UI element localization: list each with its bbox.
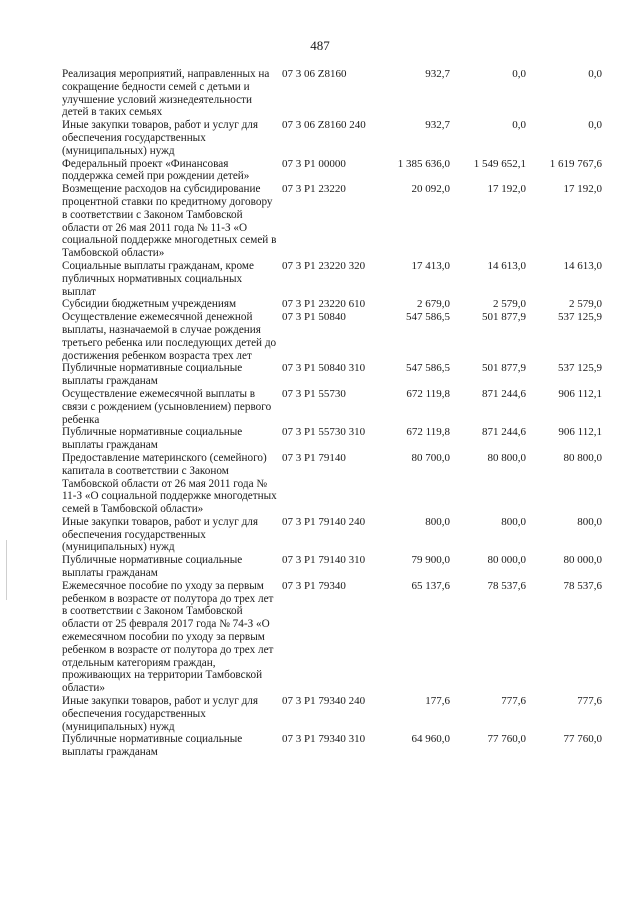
- row-value-1: 1 385 636,0: [397, 157, 450, 170]
- row-value-1: 80 700,0: [411, 451, 450, 464]
- row-value-2: 501 877,9: [482, 311, 526, 324]
- row-name: Реализация мероприятий, направленных на сокращение бедности семей с детьми и улучшение условий жизнедеятельности детей в таких семьях: [62, 68, 270, 119]
- table-row: [62, 311, 602, 362]
- table-row: [62, 516, 602, 554]
- row-value-2: 871 244,6: [482, 426, 526, 439]
- row-value-1: 64 960,0: [411, 733, 450, 746]
- row-code: 07 3 06 Z8160: [282, 68, 347, 80]
- row-name: Публичные нормативные социальные выплаты гражданам: [62, 733, 243, 759]
- row-value-2: 0,0: [512, 119, 526, 132]
- row-value-2: 800,0: [501, 515, 526, 528]
- row-name: Федеральный проект «Финансовая поддержка семей при рождении детей»: [62, 157, 250, 183]
- row-code: 07 3 P1 79340 310: [282, 733, 366, 746]
- row-name: Иные закупки товаров, работ и услуг для обеспечения государственных (муниципальных) нужд: [62, 695, 259, 733]
- row-code: 07 3 P1 23220 320: [282, 259, 366, 272]
- row-name: Ежемесячное пособие по уходу за первым ребенком в возрасте от полутора до трех лет в соответствии с Законом Тамбовской области от 25 февраля 2017 года № 74-З «О ежемесячном пособии по уходу за первым ребенком в возрасте от полутора до трех лет отдельным категориям граждан, проживающих на территории Тамбовской области»: [62, 579, 274, 695]
- row-value-3: 80 800,0: [563, 451, 602, 464]
- scan-margin-mark: [6, 540, 7, 600]
- row-value-3: 1 619 767,6: [549, 157, 602, 170]
- row-value-2: 1 549 652,1: [473, 157, 526, 170]
- row-value-2: 77 760,0: [487, 733, 526, 746]
- row-name: Осуществление ежемесячной денежной выплаты, назначаемой в случае рождения третьего ребенка или последующих детей до достижения ребенком возраста трех лет: [62, 311, 277, 362]
- row-value-2: 2 579,0: [493, 298, 526, 311]
- row-code: 07 3 P1 55730: [282, 387, 346, 400]
- row-value-1: 672 119,8: [406, 387, 450, 400]
- row-value-3: 0,0: [588, 68, 602, 80]
- row-value-1: 547 586,5: [406, 362, 450, 375]
- row-code: 07 3 06 Z8160 240: [282, 119, 366, 132]
- row-value-1: 79 900,0: [411, 554, 450, 567]
- row-value-1: 20 092,0: [411, 183, 450, 196]
- table-row: [62, 298, 602, 311]
- row-value-3: 906 112,1: [558, 387, 602, 400]
- row-value-1: 932,7: [425, 119, 450, 132]
- row-name: Иные закупки товаров, работ и услуг для обеспечения государственных (муниципальных) нужд: [62, 515, 259, 554]
- row-name: Публичные нормативные социальные выплаты гражданам: [62, 554, 243, 580]
- row-value-3: 80 000,0: [563, 554, 602, 567]
- row-value-1: 672 119,8: [406, 426, 450, 439]
- row-code: 07 3 P1 79140: [282, 451, 346, 464]
- table-row: [62, 580, 602, 695]
- row-code: 07 3 P1 79340 240: [282, 695, 366, 708]
- row-name: Субсидии бюджетным учреждениям: [62, 298, 237, 311]
- row-value-2: 0,0: [512, 68, 526, 80]
- row-value-3: 537 125,9: [558, 311, 602, 324]
- table-row: [62, 362, 602, 388]
- table-row: [62, 119, 602, 157]
- row-value-1: 547 586,5: [406, 311, 450, 324]
- budget-table: [62, 68, 602, 759]
- table-row: [62, 695, 602, 733]
- row-value-2: 78 537,6: [487, 579, 526, 592]
- row-code: 07 3 P1 55730 310: [282, 426, 366, 439]
- row-value-2: 80 000,0: [487, 554, 526, 567]
- row-code: 07 3 P1 23220 610: [282, 298, 366, 311]
- row-value-1: 65 137,6: [411, 579, 450, 592]
- row-value-3: 14 613,0: [563, 259, 602, 272]
- row-value-1: 17 413,0: [411, 259, 450, 272]
- table-row: [62, 452, 602, 516]
- row-value-2: 501 877,9: [482, 362, 526, 375]
- row-code: 07 3 P1 79140 240: [282, 515, 366, 528]
- row-value-3: 906 112,1: [558, 426, 602, 439]
- row-code: 07 3 P1 23220: [282, 183, 346, 196]
- row-name: Возмещение расходов на субсидирование процентной ставки по кредитному договору в соответствии с Законом Тамбовской области от 26 мая 2011 года № 11-З «О социальной поддержке многодетных семей в Тамбовской области»: [62, 183, 277, 260]
- row-value-3: 800,0: [577, 515, 602, 528]
- table-row: [62, 733, 602, 759]
- row-value-2: 777,6: [501, 695, 526, 708]
- row-value-1: 932,7: [425, 68, 450, 80]
- row-name: Иные закупки товаров, работ и услуг для обеспечения государственных (муниципальных) нужд: [62, 119, 259, 157]
- page-number: 487: [310, 38, 330, 53]
- row-name: Предоставление материнского (семейного) капитала в соответствии с Законом Тамбовской области от 26 мая 2011 года № 11-З «О социальной поддержке многодетных семей в Тамбовской области»: [62, 451, 277, 516]
- row-value-3: 2 579,0: [569, 298, 602, 311]
- row-code: 07 3 P1 50840: [282, 311, 346, 324]
- table-row: [62, 183, 602, 260]
- row-value-3: 777,6: [577, 695, 602, 708]
- table-row: [62, 260, 602, 298]
- row-value-2: 80 800,0: [487, 451, 526, 464]
- row-code: 07 3 P1 50840 310: [282, 362, 366, 375]
- table-row: [62, 426, 602, 452]
- row-value-2: 871 244,6: [482, 387, 526, 400]
- row-code: 07 3 P1 00000: [282, 157, 346, 170]
- row-name: Публичные нормативные социальные выплаты гражданам: [62, 426, 243, 452]
- row-value-3: 77 760,0: [563, 733, 602, 746]
- row-code: 07 3 P1 79340: [282, 579, 346, 592]
- row-code: 07 3 P1 79140 310: [282, 554, 366, 567]
- row-name: Социальные выплаты гражданам, кроме публичных нормативных социальных выплат: [62, 259, 254, 298]
- table-row: [62, 388, 602, 426]
- row-value-2: 17 192,0: [487, 183, 526, 196]
- row-value-1: 177,6: [425, 695, 450, 708]
- row-name: Публичные нормативные социальные выплаты гражданам: [62, 362, 243, 388]
- row-value-3: 0,0: [588, 119, 602, 132]
- table-row: [62, 554, 602, 580]
- table-row: [62, 158, 602, 184]
- row-value-1: 2 679,0: [417, 298, 450, 311]
- table-row: [62, 68, 602, 119]
- row-value-3: 17 192,0: [563, 183, 602, 196]
- row-value-3: 78 537,6: [563, 579, 602, 592]
- row-value-2: 14 613,0: [487, 259, 526, 272]
- row-value-1: 800,0: [425, 515, 450, 528]
- row-value-3: 537 125,9: [558, 362, 602, 375]
- row-name: Осуществление ежемесячной выплаты в связи с рождением (усыновлением) первого ребенка: [62, 387, 272, 426]
